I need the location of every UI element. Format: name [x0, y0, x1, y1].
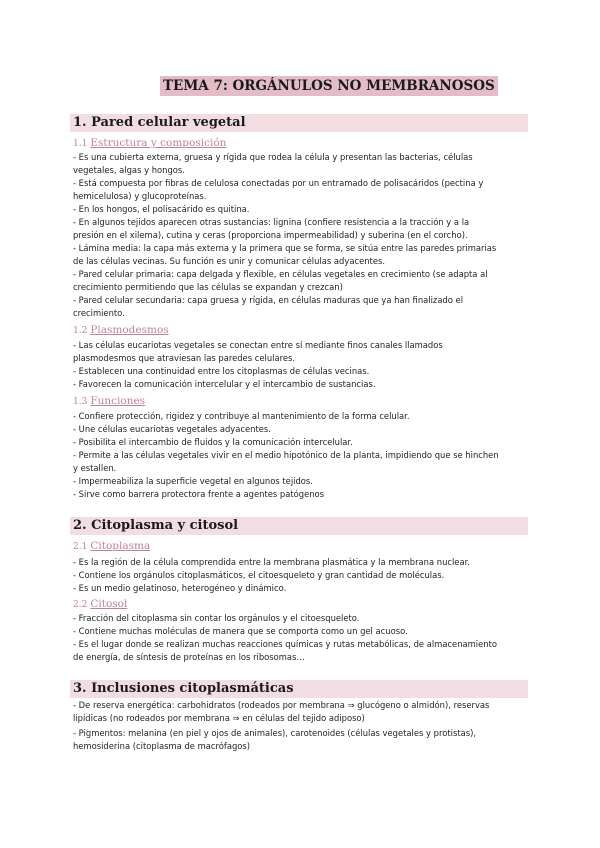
body-line: vegetales, algas y hongos. — [73, 165, 185, 175]
subsection-number: 1.1 — [73, 139, 88, 149]
subsection-2-1-heading — [73, 539, 150, 554]
subsection-2-2-heading — [73, 597, 127, 612]
body-line: - Establecen una continuidad entre los citoplasmas de células vecinas. — [73, 366, 370, 376]
body-line: - Es el lugar donde se realizan muchas reacciones químicas y rutas metabólicas, de almacenamiento — [73, 639, 497, 649]
subsection-label: Plasmodesmos — [90, 324, 169, 336]
body-line: - Pared celular primaria: capa delgada y flexible, en células vegetales en crecimiento (se adapta al — [73, 269, 488, 279]
body-line: - En algunos tejidos aparecen otras sustancias: lignina (confiere resistencia a la tracción y a la — [73, 217, 470, 227]
subsection-1-3-heading — [73, 394, 145, 409]
body-line: y estallen. — [73, 463, 117, 473]
body-line: lipídicas (no rodeados por membrana ⇒ en células del tejido adiposo) — [73, 713, 365, 723]
body-line: - Contiene muchas moléculas de manera que se comporta como un gel acuoso. — [73, 626, 408, 636]
body-line: - Pigmentos: melanina (en piel y ojos de animales), carotenoides (células vegetales y protistas), — [73, 728, 477, 738]
body-line: - Es una cubierta externa, gruesa y rígida que rodea la célula y presentan las bacterias, células — [73, 152, 473, 162]
body-line: - Las células eucariotas vegetales se conectan entre sí mediante finos canales llamados — [73, 340, 443, 350]
subsection-label: Funciones — [90, 395, 146, 407]
body-line: - Posibilita el intercambio de fluidos y la comunicación intercelular. — [73, 437, 353, 447]
body-line: - Es un medio gelatinoso, heterogéneo y dinámico. — [73, 583, 287, 593]
section-2-heading: 2. Citoplasma y citosol — [70, 517, 528, 535]
subsection-number: 2.1 — [73, 542, 88, 552]
body-line: de las células vecinas. Su función es unir y comunicar células adyacentes. — [73, 256, 385, 266]
subsection-1-2-heading — [73, 323, 169, 338]
subsection-label: Citoplasma — [90, 540, 151, 552]
body-line: - De reserva energética: carbohidratos (rodeados por membrana ⇒ glucógeno o almidón), reservas — [73, 700, 490, 710]
subsection-number: 1.3 — [73, 397, 88, 407]
subsection-number: 1.2 — [73, 326, 88, 336]
section-3-heading: 3. Inclusiones citoplasmáticas — [70, 680, 528, 698]
body-line: hemosiderina (citoplasma de macrófagos) — [73, 741, 251, 751]
body-line: hemicelulosa) y glucoproteínas. — [73, 191, 207, 201]
body-line: - Es la región de la célula comprendida entre la membrana plasmática y la membrana nuclear. — [73, 557, 470, 567]
subsection-label: Citosol — [90, 598, 128, 610]
body-line: - Está compuesta por fibras de celulosa conectadas por un entramado de polisacáridos (pectina y — [73, 178, 484, 188]
body-line: - Pared celular secundaria: capa gruesa y rígida, en células maduras que ya han finalizado el — [73, 295, 464, 305]
body-line: crecimiento permitiendo que las células se expandan y crezcan) — [73, 282, 343, 292]
body-line: - Une células eucariotas vegetales adyacentes. — [73, 424, 271, 434]
body-line: crecimiento. — [73, 308, 125, 318]
body-line: - En los hongos, el polisacárido es quitina. — [73, 204, 250, 214]
subsection-1-1-heading — [73, 136, 226, 151]
body-line: - Fracción del citoplasma sin contar los orgánulos y el citoesqueleto. — [73, 613, 360, 623]
body-line: - Lámina media: la capa más externa y la primera que se forma, se sitúa entre las paredes primarias — [73, 243, 497, 253]
section-1-heading: 1. Pared celular vegetal — [70, 114, 528, 132]
body-line: - Contiene los orgánulos citoplasmáticos, el citoesqueleto y gran cantidad de moléculas. — [73, 570, 445, 580]
body-line: - Permite a las células vegetales vivir en el medio hipotónico de la planta, impidiendo que se hinchen — [73, 450, 499, 460]
body-line: - Favorecen la comunicación intercelular y el intercambio de sustancias. — [73, 379, 376, 389]
body-line: - Impermeabiliza la superficie vegetal en algunos tejidos. — [73, 476, 313, 486]
body-line: - Confiere protección, rigidez y contribuye al mantenimiento de la forma celular. — [73, 411, 410, 421]
body-line: presión en el xilema), cutina y ceras (proporciona impermeabilidad) y suberina (en el corcho). — [73, 230, 468, 240]
body-line: plasmodesmos que atraviesan las paredes celulares. — [73, 353, 296, 363]
body-line: - Sirve como barrera protectora frente a agentes patógenos — [73, 489, 325, 499]
subsection-label: Estructura y composición — [90, 137, 227, 149]
subsection-number: 2.2 — [73, 600, 88, 610]
body-line: de energía, de síntesis de proteínas en los ribosomas… — [73, 652, 305, 662]
document-title: TEMA 7: ORGÁNULOS NO MEMBRANOSOS — [160, 76, 498, 96]
